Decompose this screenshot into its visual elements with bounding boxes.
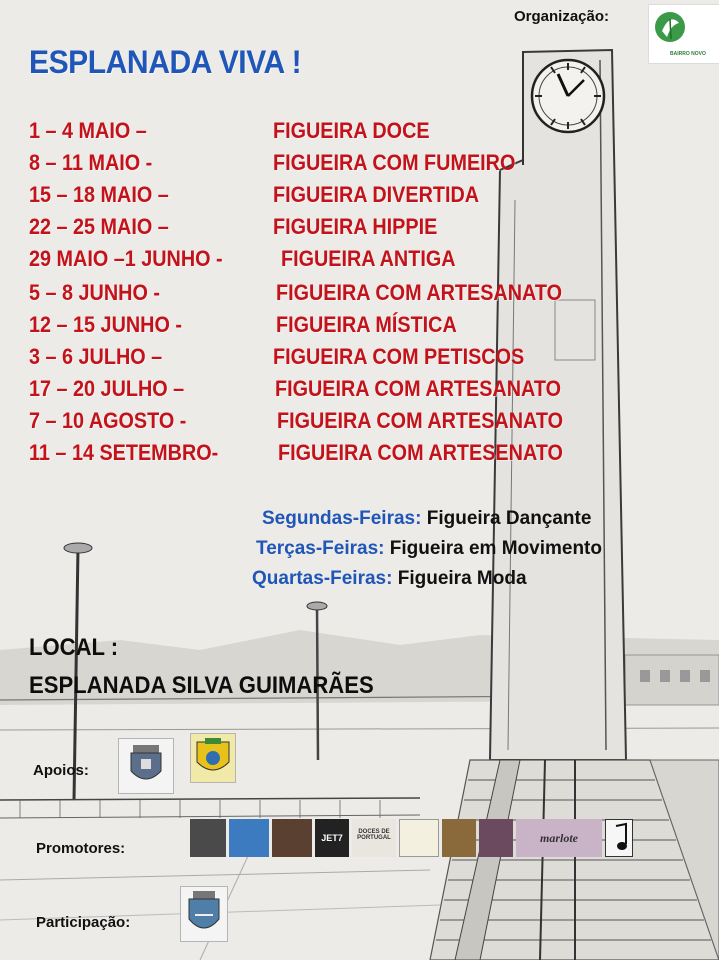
schedule-theme: FIGUEIRA COM ARTESANATO [277, 408, 564, 433]
promoter-logo [479, 819, 513, 857]
schedule-theme: FIGUEIRA COM FUMEIRO [273, 150, 516, 175]
coat-of-arms-icon [119, 739, 173, 793]
schedule-dates: 15 – 18 MAIO – [29, 182, 169, 207]
weekly-event [262, 508, 591, 530]
local-label: LOCAL : [29, 634, 119, 661]
schedule-dates: 3 – 6 JULHO – [29, 344, 163, 369]
promoter-logo-doces: DOCES DE PORTUGAL [352, 819, 396, 857]
weekday-label: Segundas-Feiras: [262, 508, 422, 529]
schedule-dates: 22 – 25 MAIO – [29, 214, 169, 239]
promoter-logo-jet: JET7 [315, 819, 349, 857]
poster-title: ESPLANADA VIVA ! [29, 44, 302, 80]
schedule-dates: 29 MAIO –1 JUNHO - [29, 246, 223, 271]
promoter-logo [229, 819, 269, 857]
promoter-logo [399, 819, 439, 857]
org-logo-text: BAIRRO NOVO [670, 51, 706, 57]
schedule-dates: 12 – 15 JUNHO - [29, 312, 182, 337]
promoter-logo-marlote: marlote [516, 819, 602, 857]
apoios-label: Apoios: [33, 762, 89, 779]
local-place: ESPLANADA SILVA GUIMARÃES [29, 672, 374, 699]
music-note-icon [606, 820, 632, 856]
weekly-event [256, 538, 602, 560]
coat-of-arms-icon [181, 887, 227, 941]
schedule-dates: 1 – 4 MAIO – [29, 118, 147, 143]
promotores-label: Promotores: [36, 840, 126, 857]
weekly-event [252, 568, 527, 590]
weekday-label: Quartas-Feiras: [252, 568, 393, 589]
schedule-theme: FIGUEIRA HIPPIE [273, 214, 438, 239]
weekday-event: Figueira Dançante [426, 508, 592, 529]
schedule-dates: 17 – 20 JULHO – [29, 376, 185, 401]
weekday-event: Figueira em Movimento [389, 538, 602, 559]
junta-freguesia-logo [190, 733, 236, 783]
schedule-theme: FIGUEIRA COM PETISCOS [273, 344, 525, 369]
promoter-logo [442, 819, 476, 857]
schedule-dates: 11 – 14 SETEMBRO- [29, 440, 219, 465]
organizacao-label: Organização: [514, 8, 610, 25]
schedule-theme: FIGUEIRA COM ARTESANATO [275, 376, 562, 401]
schedule-dates: 5 – 8 JUNHO - [29, 280, 160, 305]
schedule-theme: FIGUEIRA COM ARTESENATO [278, 440, 563, 465]
bairro-novo-logo [648, 4, 719, 64]
municipal-seal-logo [118, 738, 174, 794]
leaf-icon [649, 5, 719, 51]
promoter-logo [272, 819, 312, 857]
schedule-dates: 8 – 11 MAIO - [29, 150, 153, 175]
schedule-theme: FIGUEIRA DOCE [273, 118, 430, 143]
weekday-label: Terças-Feiras: [256, 538, 385, 559]
schedule-dates: 7 – 10 AGOSTO - [29, 408, 187, 433]
promoter-logo-music [605, 819, 633, 857]
participacao-seal-logo [180, 886, 228, 942]
schedule-theme: FIGUEIRA MÍSTICA [276, 312, 457, 337]
promoter-logo [190, 819, 226, 857]
schedule-theme: FIGUEIRA COM ARTESANATO [276, 280, 563, 305]
schedule-theme: FIGUEIRA ANTIGA [281, 246, 456, 271]
schedule-theme: FIGUEIRA DIVERTIDA [273, 182, 480, 207]
crest-icon [191, 734, 235, 782]
weekday-event: Figueira Moda [397, 568, 527, 589]
participacao-label: Participação: [36, 914, 131, 931]
